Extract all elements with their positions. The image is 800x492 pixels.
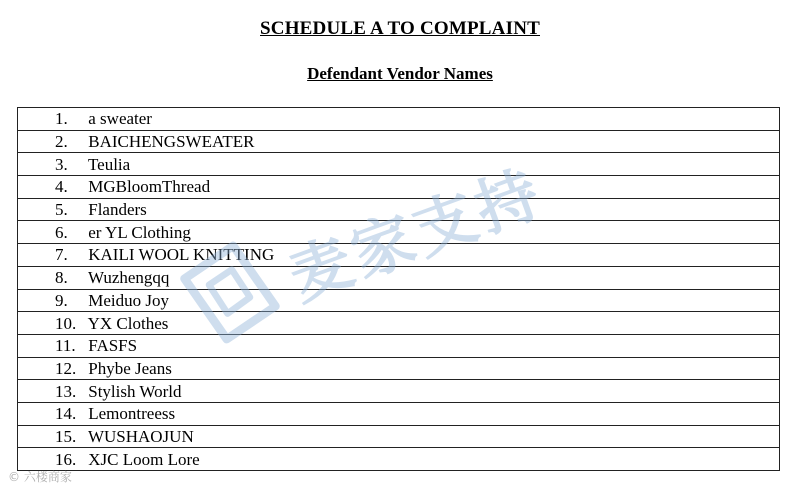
vendor-name: Lemontreess <box>88 404 176 424</box>
vendor-table <box>17 107 780 471</box>
vendor-name: FASFS <box>88 336 138 356</box>
page-title: SCHEDULE A TO COMPLAINT <box>260 18 540 39</box>
row-number: 3. <box>55 154 68 174</box>
section-heading: Defendant Vendor Names <box>307 64 493 83</box>
row-number: 8. <box>55 268 68 288</box>
vendor-name: WUSHAOJUN <box>87 426 194 446</box>
table-row <box>18 176 780 199</box>
row-number: 2. <box>55 132 68 152</box>
table-cell <box>18 357 780 380</box>
row-number: 15. <box>55 426 77 446</box>
table-row <box>18 425 780 448</box>
table-row <box>18 402 780 425</box>
vendor-name: er YL Clothing <box>88 222 191 242</box>
table-cell <box>18 153 780 176</box>
table-row <box>18 266 780 289</box>
corner-mark: © 六楼商家 <box>8 470 72 484</box>
vendor-name: Teulia <box>87 154 131 174</box>
row-number: 1. <box>55 109 68 129</box>
table-row <box>18 108 780 131</box>
row-number: 14. <box>55 404 77 424</box>
table-row <box>18 312 780 335</box>
table-row <box>18 221 780 244</box>
table-row <box>18 357 780 380</box>
watermark-text: 麦家支持 <box>279 155 553 315</box>
vendor-name: Flanders <box>88 200 147 220</box>
table-cell <box>18 448 780 471</box>
table-cell <box>18 176 780 199</box>
row-number: 9. <box>55 290 68 310</box>
row-number: 16. <box>55 449 77 469</box>
row-number: 13. <box>55 381 77 401</box>
vendor-name: YX Clothes <box>87 313 169 333</box>
vendor-name: KAILI WOOL KNITTING <box>88 245 275 265</box>
vendor-name: Meiduo Joy <box>88 290 169 310</box>
table-cell <box>18 221 780 244</box>
vendor-name: Phybe Jeans <box>88 358 172 378</box>
vendor-name: a sweater <box>88 109 152 129</box>
vendor-name: BAICHENGSWEATER <box>88 132 255 152</box>
table-cell <box>18 289 780 312</box>
table-row <box>18 198 780 221</box>
table-cell <box>18 108 780 131</box>
vendor-name: MGBloomThread <box>88 177 211 197</box>
row-number: 4. <box>55 177 68 197</box>
table-cell <box>18 425 780 448</box>
row-number: 11. <box>55 336 76 356</box>
table-row <box>18 334 780 357</box>
table-row <box>18 380 780 403</box>
vendor-name: XJC Loom Lore <box>88 449 200 469</box>
table-cell <box>18 130 780 153</box>
table-row <box>18 244 780 267</box>
row-number: 10. <box>55 313 77 333</box>
table-cell <box>18 402 780 425</box>
table-cell <box>18 244 780 267</box>
table-row <box>18 448 780 471</box>
row-number: 6. <box>55 222 68 242</box>
table-row <box>18 130 780 153</box>
vendor-name: Stylish World <box>88 381 182 401</box>
row-number: 7. <box>55 245 68 265</box>
table-cell <box>18 266 780 289</box>
table-cell <box>18 380 780 403</box>
table-cell <box>18 312 780 335</box>
table-cell <box>18 334 780 357</box>
table-row <box>18 289 780 312</box>
table-cell <box>18 198 780 221</box>
row-number: 5. <box>55 200 68 220</box>
table-row <box>18 153 780 176</box>
vendor-name: Wuzhengqq <box>87 268 170 288</box>
row-number: 12. <box>55 358 77 378</box>
